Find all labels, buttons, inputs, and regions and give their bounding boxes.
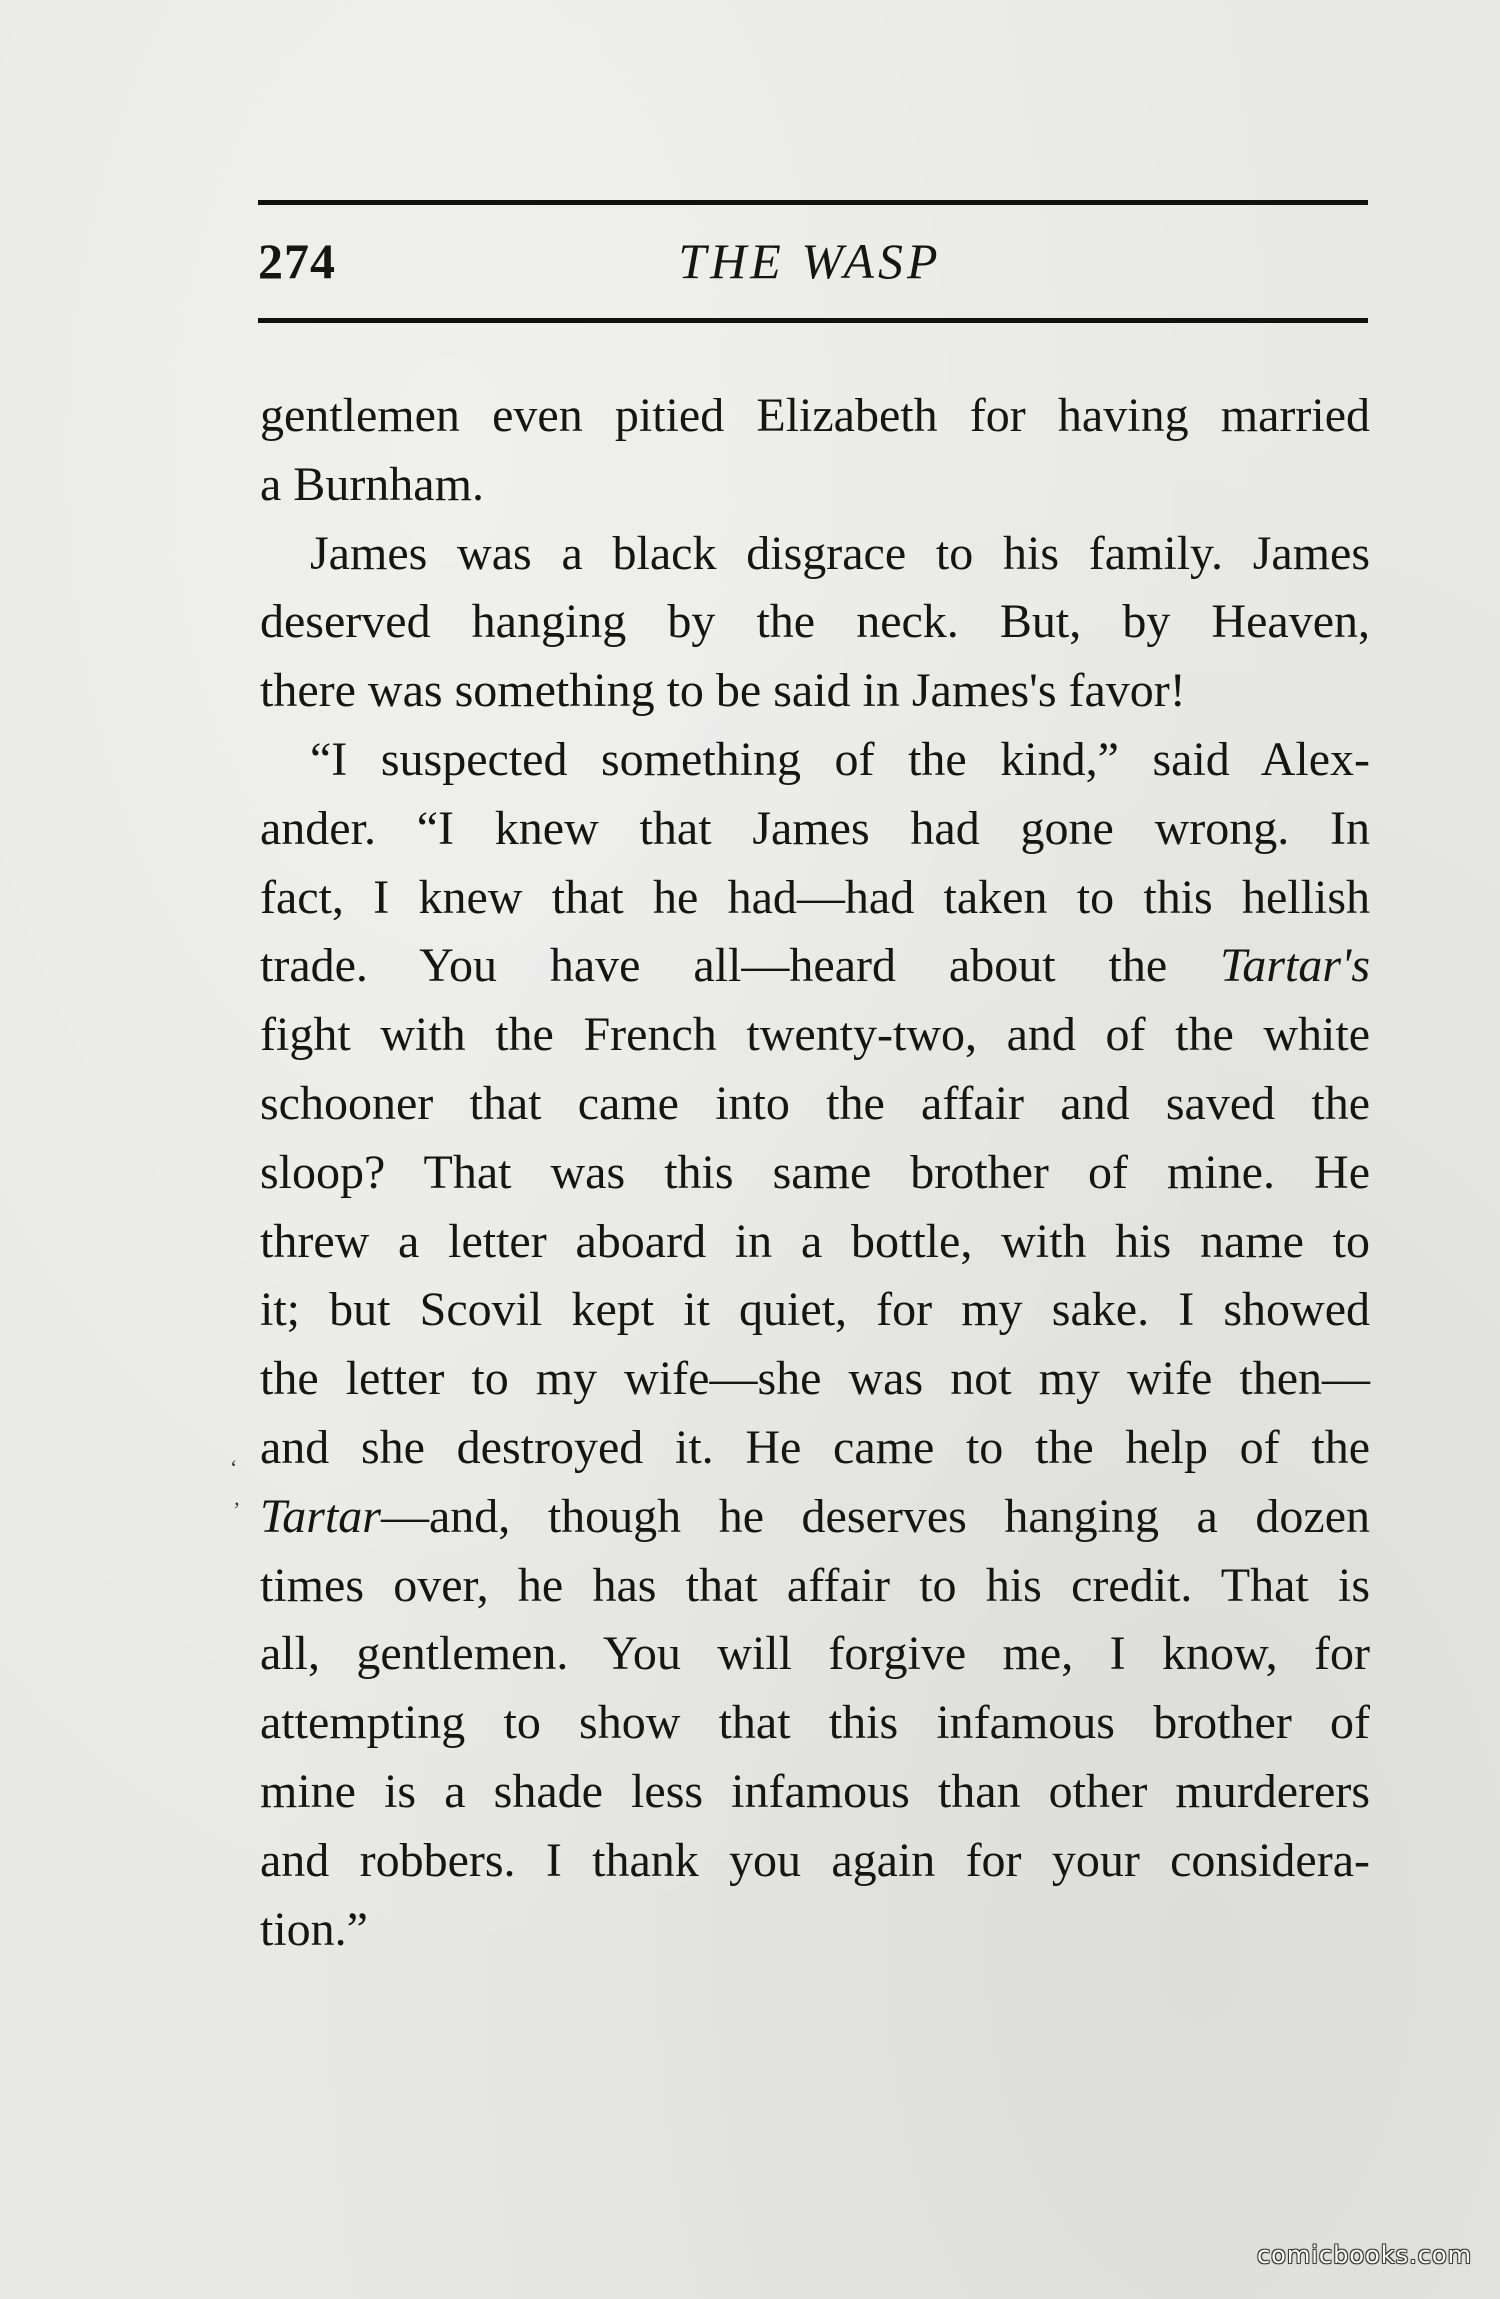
text-line: gentlemen even pitied Elizabeth for having married	[260, 389, 1370, 442]
text-line: there was something to be said in James's favor!	[260, 664, 1186, 718]
watermark-logo: comicbooks.com	[1256, 2241, 1472, 2269]
text-line: tion.”	[260, 1902, 368, 1956]
text-line: ander. “I knew that James had gone wrong. In	[260, 801, 1370, 855]
text-line: and robbers. I thank you again for your considera-	[260, 1833, 1370, 1887]
text-line: and she destroyed it. He came to the help of the	[260, 1420, 1370, 1474]
running-title: THE WASP	[678, 233, 942, 289]
text-line	[260, 1483, 1370, 1552]
text-line: sloop? That was this same brother of mine. He	[260, 1145, 1370, 1199]
text-line: deserved hanging by the neck. But, by Heaven,	[260, 595, 1370, 649]
italic-ship-name: Tartar's	[1220, 939, 1370, 993]
text-line: “I suspected something of the kind,” said Alex-	[310, 732, 1370, 786]
text-line: James was a black disgrace to his family. James	[310, 526, 1370, 580]
text-line	[260, 932, 1370, 1001]
text-line: attempting to show that this infamous brother of	[260, 1696, 1370, 1750]
text-segment: —and, though he deserves hanging a dozen	[380, 1489, 1370, 1543]
text-line: a Burnham.	[260, 457, 484, 511]
margin-mark: ’	[233, 1497, 241, 1522]
text-line: it; but Scovil kept it quiet, for my sake. I showed	[260, 1283, 1370, 1337]
text-line: all, gentlemen. You will forgive me, I know, for	[260, 1627, 1370, 1681]
body-text	[260, 382, 1370, 1964]
page-number: 274	[258, 233, 336, 289]
text-line: fact, I knew that he had—had taken to this hellish	[260, 870, 1370, 924]
header-rule-bottom	[258, 318, 1368, 323]
text-segment: trade. You have all—heard about the	[260, 939, 1221, 993]
margin-mark: ‘	[230, 1455, 238, 1480]
text-line: the letter to my wife—she was not my wife then—	[260, 1352, 1370, 1406]
text-line: threw a letter aboard in a bottle, with his name to	[260, 1214, 1370, 1268]
text-line: fight with the French twenty-two, and of the white	[260, 1008, 1370, 1062]
text-line: times over, he has that affair to his credit. That is	[260, 1558, 1370, 1612]
italic-ship-name: Tartar	[260, 1489, 381, 1543]
text-line: mine is a shade less infamous than other murderers	[260, 1764, 1370, 1818]
header-rule-top	[258, 200, 1368, 205]
text-line: schooner that came into the affair and saved the	[260, 1076, 1370, 1130]
